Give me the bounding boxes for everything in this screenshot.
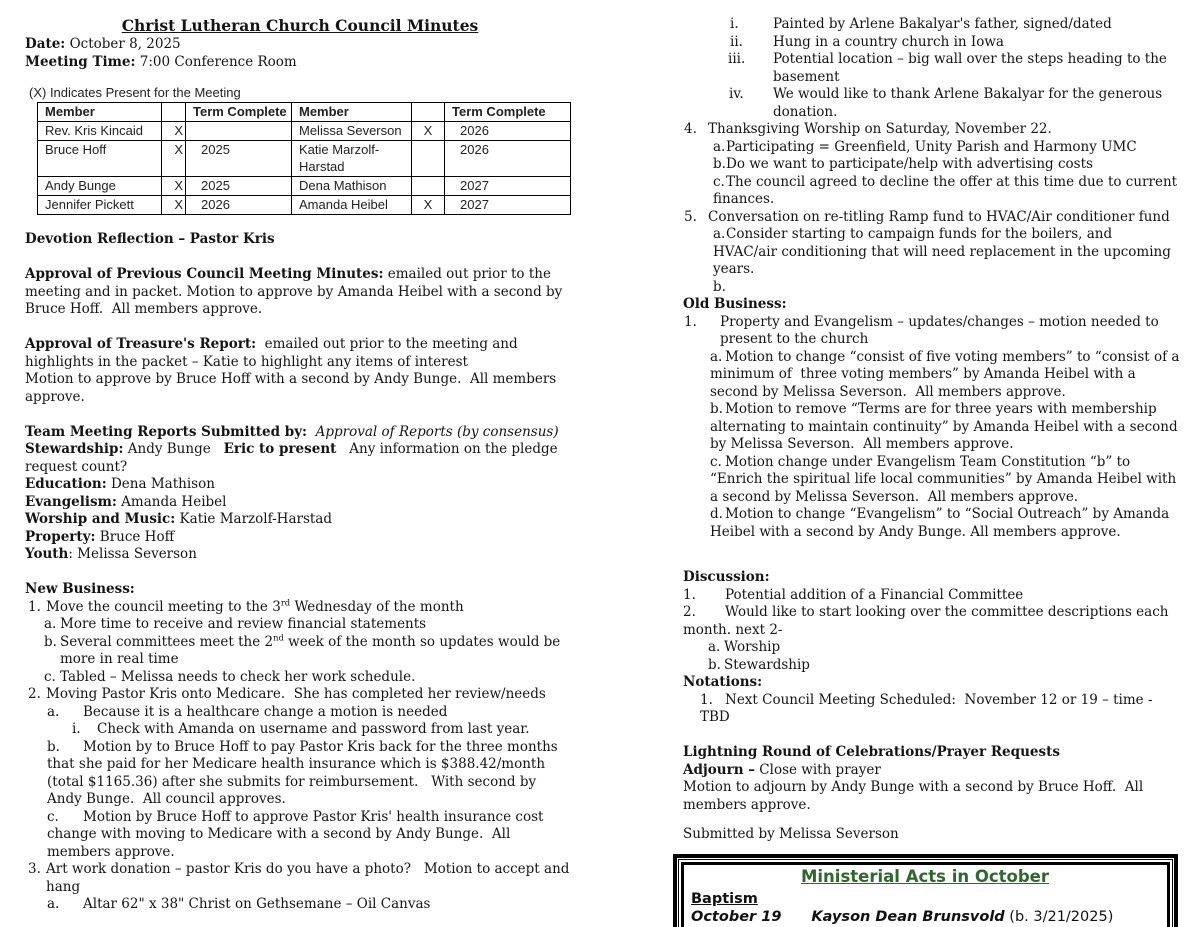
nb-item-3 [25,861,575,896]
text-run: Submitted by Melissa Severson [683,826,899,842]
text-run: Would like to start looking over the committee descriptions each month. next 2- [683,604,1173,638]
text-run: Team Meeting Reports Submitted by: [25,423,308,440]
term-cell: 2026 [445,141,571,177]
list-marker: ii. [730,33,743,50]
text-run: Property: [25,528,96,545]
ministerial-acts-box [673,854,1178,927]
nb-item-3a-iii [683,51,1180,86]
text-run: Several committees meet the 2 [60,633,274,650]
text-run: Education: [25,476,107,492]
member-cell: Jennifer Pickett [38,196,162,215]
ministerial-acts-box-mid-border [678,859,1173,927]
member-cell: Rev. Kris Kincaid [38,122,162,141]
list-marker: a. [713,138,726,155]
report-worship-music [25,511,575,529]
text-run: Potential addition of a Financial Committee [725,586,1024,603]
list-marker: a. [708,639,721,655]
member-cell: Dena Mathison [292,177,412,196]
nb-item-1a [25,616,575,634]
submitted-line [683,826,1180,844]
text-run: Moving Pastor Kris onto Medicare. She has completed her review/needs [46,686,546,702]
text-run: Worship [724,639,781,655]
date-value: October 8, 2025 [69,36,181,52]
approval-treasurers [25,336,575,371]
list-marker: 1. [684,313,697,330]
nb-item-2b [25,739,575,809]
nb-item-2a-i [25,721,575,739]
text-run: Motion by to Bruce Hoff to pay Pastor Kris back for the three months that she paid for her Medicare health insurance which is $388.42/month (total $1165.36) after she submits for reimbursement. With second by Andy Bunge. All council approves. [47,738,562,807]
text-run: Painted by Arlene Bakalyar's father, signed/dated [773,16,1112,32]
text-run: Motion by Bruce Hoff to approve Pastor Kris' health insurance cost change with moving to Medicare with a second by Andy Bunge. All members approve. [47,808,548,860]
treasurer-motion [25,371,575,406]
text-run: Art work donation – pastor Kris do you have a photo? Motion to accept and hang [46,861,574,895]
table-row [38,177,571,196]
term-cell: 2027 [445,196,571,215]
spacer [25,406,26,424]
text-run: The council agreed to decline the offer at this time due to current finances. [713,173,1182,207]
lightning-heading [683,744,1180,762]
baptism-entry [691,908,1159,926]
term-cell: 2026 [445,122,571,141]
nb-item-2c [25,809,575,862]
list-marker: 1. [28,598,41,615]
new-business-heading [25,581,575,599]
text-run: Old Business: [683,296,787,312]
member-cell: Andy Bunge [38,177,162,196]
devotion-heading [25,231,575,249]
doc-title: Christ Lutheran Church Council Minutes [121,16,479,35]
nb-item-4c [683,174,1180,209]
text-run: Bruce Hoff [95,528,175,545]
baptism-entry-birth: (b. 3/21/2025) [1009,908,1114,925]
text-run: Stewardship: [25,441,124,457]
member-cell: Bruce Hoff [38,141,162,177]
baptism-entry-name: Kayson Dean Brunsvold [811,908,1005,925]
text-run: Next Council Meeting Scheduled: November 12 or 19 – time - TBD [700,691,1157,725]
text-run: Motion to approve by Bruce Hoff with a second by Andy Bunge. All members approve. [25,371,561,405]
text-run: Stewardship [724,656,810,673]
list-marker: 1. [683,586,696,603]
list-marker: a. [44,616,57,632]
present-cell: X [162,177,186,196]
discussion-heading [683,569,1180,587]
ob-item-1d [683,506,1180,541]
nb-item-5b [683,279,1180,297]
text-run: Motion to change “consist of five voting members” to “consist of a minimum of three voting members” by Amanda Heibel with a second by Melissa Severson. All members approve. [710,348,1184,400]
list-marker: a. [713,226,726,242]
list-marker: iv. [729,86,744,102]
text-run: Hung in a country church in Iowa [773,33,1004,50]
text-run: rd [280,597,291,607]
report-education [25,476,575,494]
discussion-item-2 [683,604,1180,639]
member-cell: Amanda Heibel [292,196,412,215]
list-marker: a. [47,703,60,720]
text-run: Participating = Greenfield, Unity Parish and Harmony UMC [726,138,1137,155]
present-cell [412,177,445,196]
ob-item-1a [683,348,1184,402]
text-run: New Business: [25,581,135,597]
text-run: Conversation on re-titling Ramp fund to HVAC/Air conditioner fund [708,208,1170,225]
term-cell [186,122,292,141]
page2-content [683,16,1184,844]
present-cell: X [162,122,186,141]
adjourn-motion [683,779,1180,814]
list-marker: 4. [684,121,697,137]
text-run: Motion to adjourn by Andy Bunge with a second by Bruce Hoff. All members approve. [683,779,1148,813]
list-marker: b. [710,401,723,417]
nb-item-4a [683,139,1180,157]
attendance-table [37,102,571,215]
nb-item-3a-i [683,16,1180,34]
text-run: week of the month so updates would be more in real time [60,633,565,667]
baptism-entry-date: October 19 [691,908,782,925]
nb-item-1 [25,599,575,617]
term-cell: 2025 [186,141,292,177]
table-row [38,141,571,177]
text-run: Dena Mathison [106,476,215,492]
text-run: Motion to change “Evangelism” to “Social Outreach” by Amanda Heibel with a second by Andy Bunge. All members approve. [710,506,1174,540]
approval-minutes [25,266,575,319]
list-marker: c. [47,808,59,825]
page-2 [600,0,1200,927]
list-marker: 3. [28,861,41,877]
text-run: Wednesday of the month [290,598,464,615]
ministerial-acts-box-inner [681,862,1170,927]
report-evangelism [25,494,575,512]
col-header [412,103,445,122]
list-marker: c. [44,668,56,685]
term-cell: 2025 [186,177,292,196]
text-run: Because it is a healthcare change a motion is needed [83,703,448,720]
text-run [307,424,316,440]
list-marker: 2. [683,604,696,620]
present-cell: X [162,141,186,177]
text-run: Discussion: [683,569,770,585]
list-marker: d. [710,506,723,522]
text-run: Eric to present [223,441,337,457]
text-run: Adjourn – [683,761,755,778]
text-run: Devotion Reflection – Pastor Kris [25,231,275,247]
text-run: nd [273,632,284,642]
list-marker: a. [710,348,723,365]
ob-item-1b [683,401,1180,454]
text-run: Move the council meeting to the 3 [46,598,281,615]
text-run: Close with prayer [755,761,881,778]
meeting-time-line [25,54,575,72]
table-header-row [38,103,571,122]
old-business-heading [683,296,1180,314]
present-cell [412,141,445,177]
term-cell: 2026 [186,196,292,215]
nb-item-1c [25,669,575,687]
list-marker: 2. [28,686,41,702]
report-stewardship [25,441,575,476]
meeting-time-value: 7:00 Conference Room [139,53,297,70]
present-cell: X [412,122,445,141]
text-run: We would like to thank Arlene Bakalyar for the generous donation. [773,86,1167,120]
col-header: Term Complete [186,103,292,122]
text-run: Amanda Heibel [116,493,227,510]
notations-heading [683,674,1180,692]
list-marker: 5. [684,208,697,225]
text-run: Katie Marzolf-Harstad [175,511,332,527]
term-cell: 2027 [445,177,571,196]
text-run: Check with Amanda on username and password from last year. [97,721,530,737]
text-run: Altar 62" x 38" Christ on Gethsemane – Oil Canvas [83,896,431,912]
spacer [683,727,684,745]
nb-item-4 [683,121,1180,139]
text-run: Potential location – big wall over the steps heading to the basement [773,51,1172,85]
nb-item-2a [25,704,575,722]
text-run: Consider starting to campaign funds for the boilers, and HVAC/air conditioning that will need replacement in the upcoming years. [713,226,1176,277]
baptism-section-label: Baptism [691,890,758,907]
discussion-item-2a [683,639,1180,657]
col-header [162,103,186,122]
ob-item-1 [683,314,1180,349]
present-cell: X [162,196,186,215]
text-run: Any information on the pledge request count? [25,441,562,475]
ob-item-1c [683,454,1180,507]
col-header: Term Complete [445,103,571,122]
text-run: Thanksgiving Worship on Saturday, November 22. [708,121,1052,137]
nb-item-3a-iv [683,86,1180,121]
list-marker: b. [713,278,726,295]
text-run: Motion change under Evangelism Team Constitution “b” to “Enrich the spiritual life local communities” by Amanda Heibel with a second by Melissa Severson. All members approve. [710,453,1181,505]
text-run: Evangelism: [25,493,117,510]
table-row [38,122,571,141]
text-run: : Melissa Severson [68,546,197,562]
report-property [25,529,575,547]
team-reports-heading [25,424,575,442]
text-run: Approval of Reports (by consensus) [315,423,559,440]
list-marker: i. [72,721,81,737]
text-run: Andy Bunge [123,441,224,457]
adjourn-line [683,762,1180,780]
nb-item-5 [683,209,1180,227]
meeting-time-label: Meeting Time: [25,53,136,70]
present-cell: X [412,196,445,215]
text-run: Property and Evangelism – updates/changes – motion needed to present to the church [720,313,1164,347]
ministerial-acts-title: Ministerial Acts in October [800,866,1050,886]
text-run: Tabled – Melissa needs to check her work schedule. [60,668,416,685]
spacer [25,249,26,267]
col-header: Member [38,103,162,122]
text-run: Notations: [683,674,763,690]
col-header: Member [292,103,412,122]
member-cell: Katie Marzolf-Harstad [292,141,412,177]
table-row [38,196,571,215]
presence-note: (X) Indicates Present for the Meeting [29,85,241,100]
list-marker: i. [730,16,739,32]
discussion-item-1 [683,587,1180,605]
date-label: Date: [25,36,66,52]
nb-item-1b [25,634,575,669]
spacer [683,541,684,569]
nb-item-4b [683,156,1180,174]
list-marker: b. [713,156,726,172]
list-marker: c. [713,173,725,190]
list-marker: c. [710,453,722,470]
nb-item-3a-ii [683,34,1180,52]
list-marker: b. [47,738,60,755]
text-run: Worship and Music: [25,511,176,527]
spacer [25,319,26,337]
date-line [25,36,575,54]
text-run: emailed out prior to the meeting and highlights in the packet – Katie to highlight any items of interest [25,336,522,370]
list-marker: b. [44,633,57,650]
spacer [683,814,684,826]
text-run: emailed out prior to the meeting and in packet. Motion to approve by Amanda Heibel with a second by Bruce Hoff. All members approve. [25,266,567,317]
list-marker: iii. [728,51,746,67]
nb-item-5a [683,226,1180,279]
notation-item-1 [683,692,1180,727]
text-run: Youth [25,546,69,562]
text-run: Lightning Round of Celebrations/Prayer Requests [683,744,1060,760]
discussion-item-2b [683,657,1180,675]
spacer [25,564,26,582]
text-run: Motion to remove “Terms are for three years with membership alternating to maintain continuity” by Amanda Heibel with a second by Melissa Severson. All members approve. [710,401,1182,452]
list-marker: a. [47,896,60,912]
text-run: Approval of Treasure's Report: [25,336,257,352]
text-run: More time to receive and review financial statements [60,616,427,632]
report-youth [25,546,575,564]
list-marker: b. [708,656,721,673]
member-cell: Melissa Severson [292,122,412,141]
text-run: Approval of Previous Council Meeting Minutes: [25,266,384,282]
list-marker: 1. [700,691,713,708]
nb-item-3a [25,896,575,914]
page1-content [25,231,575,914]
text-run: Do we want to participate/help with advertising costs [726,156,1093,172]
nb-item-2 [25,686,575,704]
